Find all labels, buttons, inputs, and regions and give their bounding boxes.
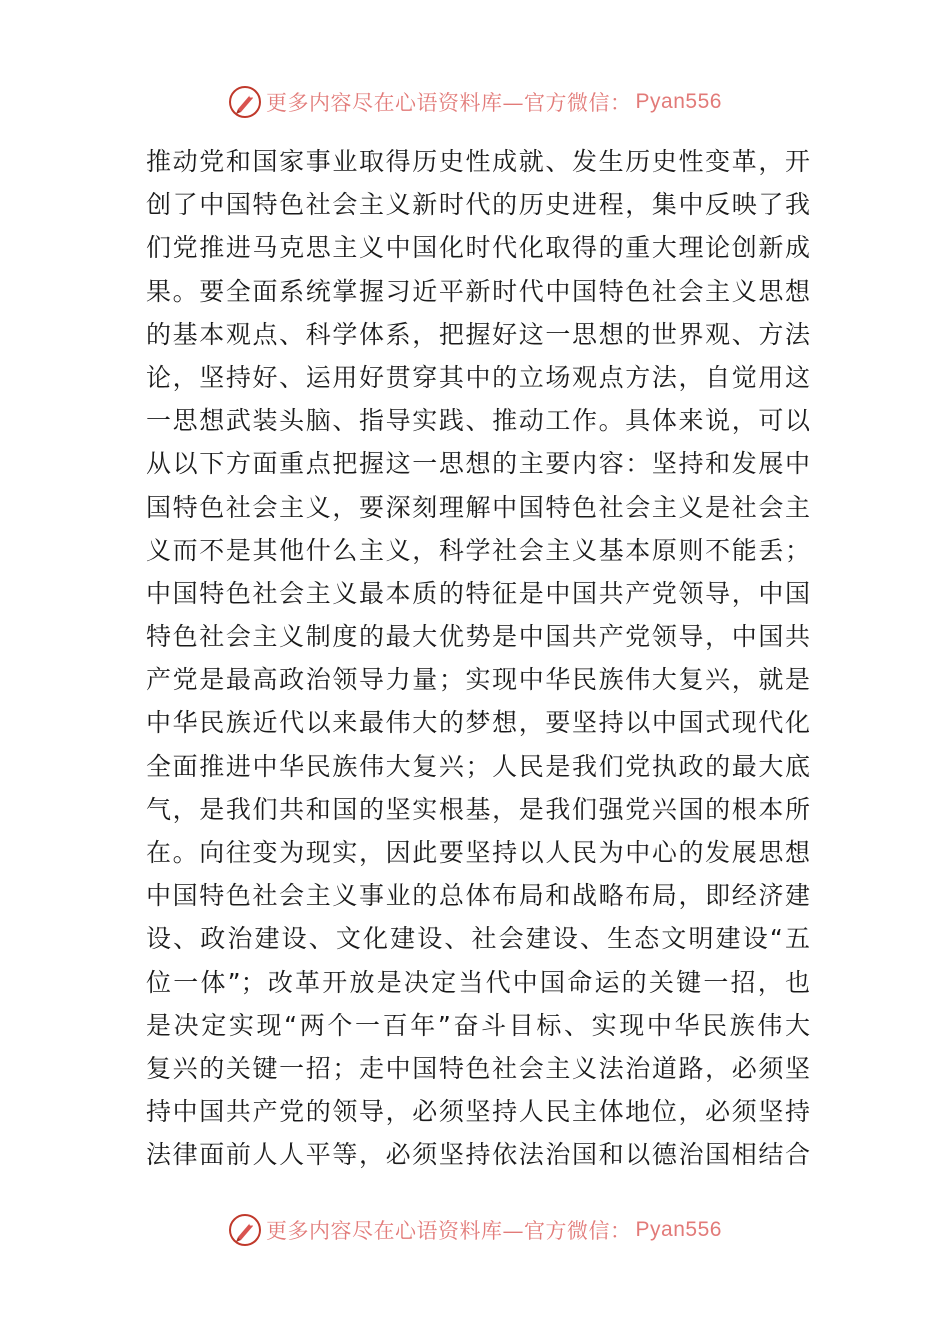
body-line: 中国特色社会主义事业的总体布局和战略布局，即经济建: [146, 881, 810, 911]
body-line: 们党推进马克思主义中国化时代化取得的重大理论创新成: [146, 233, 810, 263]
body-line: 复兴的关键一招；走中国特色社会主义法治道路，必须坚: [146, 1053, 810, 1083]
document-body: [146, 140, 810, 1177]
body-line: 中华民族近代以来最伟大的梦想，要坚持以中国式现代化: [146, 708, 810, 738]
body-line: 法律面前人人平等，必须坚持依法治国和以德治国相结合: [146, 1140, 810, 1170]
body-line: 气，是我们共和国的坚实根基，是我们强党兴国的根本所: [146, 794, 810, 824]
body-line: 推动党和国家事业取得历史性成就、发生历史性变革，开: [146, 147, 810, 176]
body-line: 创了中国特色社会主义新时代的历史进程，集中反映了我: [146, 190, 810, 220]
body-line: 全面推进中华民族伟大复兴；人民是我们党执政的最大底: [146, 751, 810, 781]
body-line: 持中国共产党的领导，必须坚持人民主体地位，必须坚持: [146, 1097, 810, 1127]
body-line: 一思想武装头脑、指导实践、推动工作。具体来说，可以: [146, 406, 810, 436]
pen-nib-icon: [228, 85, 262, 119]
body-line: 产党是最高政治领导力量；实现中华民族伟大复兴，就是: [146, 665, 810, 695]
body-line: 位一体”；改革开放是决定当代中国命运的关键一招，也: [146, 967, 810, 997]
body-line: 特色社会主义制度的最大优势是中国共产党领导，中国共: [146, 622, 810, 652]
footer-watermark-handle: Pyan556: [635, 1218, 722, 1241]
body-line: 从以下方面重点把握这一思想的主要内容：坚持和发展中: [146, 449, 810, 479]
pen-nib-icon: [228, 1213, 262, 1247]
body-line: 义而不是其他什么主义，科学社会主义基本原则不能丢；: [146, 535, 810, 565]
header-watermark-text: 更多内容尽在心语资料库—官方微信：: [266, 91, 632, 115]
body-line: 果。要全面系统掌握习近平新时代中国特色社会主义思想: [146, 276, 810, 306]
body-line: 是决定实现“两个一百年”奋斗目标、实现中华民族伟大: [146, 1010, 810, 1040]
body-line: 中国特色社会主义最本质的特征是中国共产党领导，中国: [146, 578, 810, 608]
body-line: 的基本观点、科学体系，把握好这一思想的世界观、方法: [146, 319, 810, 349]
body-line: 在。向往变为现实，因此要坚持以人民为中心的发展思想: [146, 838, 810, 867]
body-line: 设、政治建设、文化建设、社会建设、生态文明建设“五: [146, 924, 810, 954]
footer-watermark-text: 更多内容尽在心语资料库—官方微信：: [266, 1219, 632, 1243]
body-line: 论，坚持好、运用好贯穿其中的立场观点方法，自觉用这: [146, 362, 810, 392]
body-line: 国特色社会主义，要深刻理解中国特色社会主义是社会主: [146, 492, 810, 522]
footer-watermark: [0, 1210, 950, 1250]
header-watermark: [0, 82, 950, 122]
header-watermark-handle: Pyan556: [635, 90, 722, 113]
